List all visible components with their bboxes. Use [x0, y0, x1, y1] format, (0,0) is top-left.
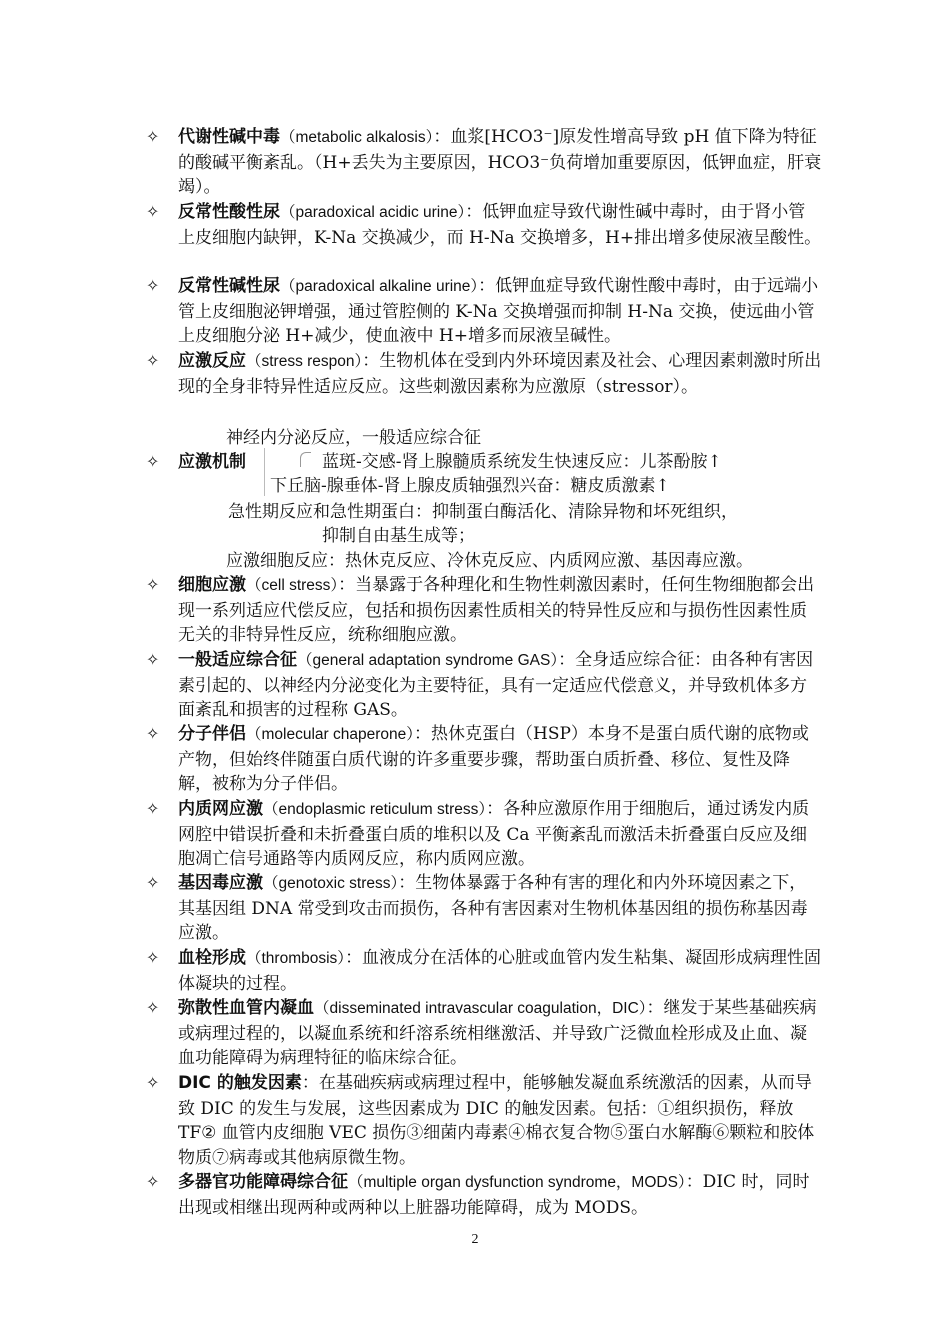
- term: DIC 的触发因素: [178, 1073, 302, 1093]
- term-english: （thrombosis）: [246, 950, 346, 967]
- term-english: （paradoxical acidic urine）: [280, 204, 466, 221]
- mechanism-title: 应激机制: [178, 452, 246, 472]
- bullet-icon: ✧: [146, 799, 160, 818]
- mechanism-line: 神经内分泌反应，一般适应综合征: [226, 428, 481, 448]
- bullet-icon: ✧: [146, 948, 160, 967]
- definition: ：当暴露于各种理化和生物性刺激因素时，任何生物细胞都会出现一系列适应代偿反应，包括和损伤因素性质相关的特异性反应和与损伤性因素性质无关的非特异性反应，统称细胞应激。: [178, 575, 815, 645]
- term-english: （endoplasmic reticulum stress）: [263, 801, 487, 818]
- bullet-icon: ✧: [146, 1172, 160, 1191]
- term: 基因毒应激: [178, 873, 263, 893]
- bullet-icon: ✧: [146, 724, 160, 743]
- bullet-icon: ✧: [146, 127, 160, 146]
- term: 弥散性血管内凝血: [178, 998, 314, 1018]
- term: 应激反应: [178, 351, 246, 371]
- bullet-icon: ✧: [146, 1073, 160, 1092]
- bullet-icon: ✧: [146, 276, 160, 295]
- term: 反常性酸性尿: [178, 202, 280, 222]
- definition: ：全身适应综合征：由各种有害因素引起的、以神经内分泌变化为主要特征，具有一定适应代偿意义，并导致机体多方面紊乱和损害的过程称 GAS。: [178, 650, 814, 720]
- definition: ：在基础疾病或病理过程中，能够触发凝血系统激活的因素，从而导致 DIC 的发生与发展，这些因素成为 DIC 的触发因素。包括：①组织损伤，释放 TF② 血管内皮细胞 VEC 损伤③细菌内毒素④棉衣复合物⑤蛋白水解酶⑥颗粒和胶体物质⑦病毒或其他病原微生物。: [178, 1073, 815, 1168]
- term-english: （general adaptation syndrome GAS）: [297, 652, 559, 669]
- mechanism-line: 抑制自由基生成等；: [322, 526, 475, 546]
- definition: ：血浆[HCO3⁻]原发性增高导致 pH 值下降为特征的酸碱平衡紊乱。（H+丢失为主要原因，HCO3⁻负荷增加重要原因，低钾血症，肝衰竭）。: [178, 127, 822, 197]
- bullet-icon: ✧: [146, 351, 160, 370]
- term-english: （cell stress）: [246, 577, 339, 594]
- term: 多器官功能障碍综合征: [178, 1172, 348, 1192]
- bullet-icon: ✧: [146, 998, 160, 1017]
- term-english: （molecular chaperone）: [246, 726, 415, 743]
- term: 代谢性碱中毒: [178, 127, 280, 147]
- term: 细胞应激: [178, 575, 246, 595]
- definition: ：继发于某些基础疾病或病理过程的，以凝血系统和纤溶系统相继激活、并导致广泛微血栓形成及止血、凝血功能障碍为病理特征的临床综合征。: [178, 998, 817, 1068]
- definition: ：各种应激原作用于细胞后，通过诱发内质网腔中错误折叠和未折叠蛋白质的堆积以及 Ca 平衡紊乱而激活未折叠蛋白反应及细胞凋亡信号通路等内质网反应，称内质网应激。: [178, 799, 810, 869]
- definition: ：DIC 时，同时出现或相继出现两种或两种以上脏器功能障碍，成为 MODS。: [178, 1172, 810, 1218]
- mechanism-line: 急性期反应和急性期蛋白：抑制蛋白酶活化、清除异物和坏死组织，: [228, 502, 738, 522]
- term-english: （metabolic alkalosis）: [280, 129, 434, 146]
- definition: ：低钾血症导致代谢性碱中毒时，由于肾小管上皮细胞内缺钾，K-Na 交换减少，而 H-Na 交换增多，H+排出增多使尿液呈酸性。: [178, 202, 822, 248]
- term: 内质网应激: [178, 799, 263, 819]
- definition: ：生物机体在受到内外环境因素及社会、心理因素刺激时所出现的全身非特异性适应反应。这些刺激因素称为应激原（stressor）。: [178, 351, 822, 397]
- term: 分子伴侣: [178, 724, 246, 744]
- term: 一般适应综合征: [178, 650, 297, 670]
- term-english: （genotoxic stress）: [263, 875, 399, 892]
- bullet-icon: ✧: [146, 873, 160, 892]
- definition: ：血液成分在活体的心脏或血管内发生粘集、凝固形成病理性固体凝块的过程。: [178, 948, 822, 994]
- bullet-icon: ✧: [146, 575, 160, 594]
- definition: ：低钾血症导致代谢性酸中毒时，由于远端小管上皮细胞泌钾增强，通过管腔侧的 K-Na 交换增强而抑制 H-Na 交换，使远曲小管上皮细胞分泌 H+减少，使血液中 H+增多而尿液呈碱性。: [178, 276, 819, 346]
- brace-line: [300, 452, 311, 467]
- term: 血栓形成: [178, 948, 246, 968]
- page-number: 2: [471, 1232, 479, 1247]
- definition: ：热休克蛋白（HSP）本身不是蛋白质代谢的底物或产物，但始终伴随蛋白质代谢的许多重要步骤，帮助蛋白质折叠、移位、复性及降解，被称为分子伴侣。: [178, 724, 809, 794]
- term-english: （stress respon）: [246, 353, 363, 370]
- bullet-icon: ✧: [146, 202, 160, 221]
- mechanism-line: 下丘脑-腺垂体-肾上腺皮质轴强烈兴奋：糖皮质激素↑: [270, 476, 670, 496]
- term-english: （multiple organ dysfunction syndrome，MODS）: [348, 1174, 686, 1191]
- mechanism-line: 应激细胞反应：热休克反应、冷休克反应、内质网应激、基因毒应激。: [226, 551, 753, 571]
- mechanism-line: 蓝斑-交感-肾上腺髓质系统发生快速反应：儿茶酚胺↑: [322, 452, 722, 472]
- bullet-icon: ✧: [146, 452, 160, 471]
- term-english: （paradoxical alkaline urine）: [280, 278, 479, 295]
- bullet-icon: ✧: [146, 650, 160, 669]
- definition: ：生物体暴露于各种有害的理化和内外环境因素之下，其基因组 DNA 常受到攻击而损伤，各种有害因素对生物机体基因组的损伤称基因毒应激。: [178, 873, 808, 943]
- term-english: （disseminated intravascular coagulation，DIC）: [314, 1000, 647, 1017]
- term: 反常性碱性尿: [178, 276, 280, 296]
